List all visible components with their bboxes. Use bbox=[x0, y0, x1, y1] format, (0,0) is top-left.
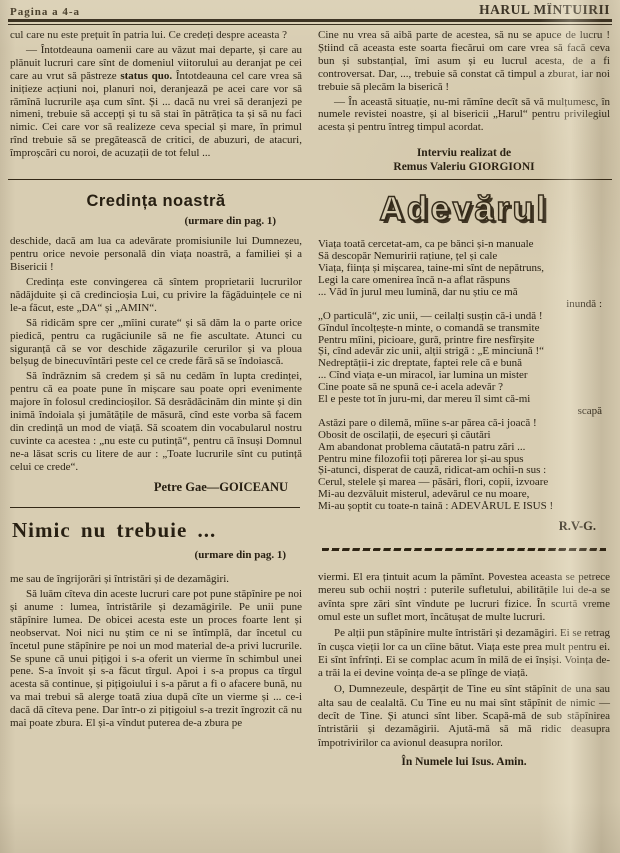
paragraph: viermi. El era țintuit acum la pămînt. Povestea aceasta se petrece mereu sub ochii noștri : puterile sufletului, abilitățile lui de-a se avînta spre zări sînt vîndute pe lucruri fizice. În scurtă vreme omul este un suflet mort, încătușat de multe lucruri. bbox=[318, 571, 610, 623]
bold-phrase: status quo. bbox=[120, 69, 173, 82]
poem-line: ... Văd în jurul meu lumină, dar nu știu ce mă bbox=[318, 286, 518, 298]
paragraph: cul care nu este prețuit în patria lui. Ce credeți despre aceasta ? bbox=[10, 29, 288, 41]
poem-line: Mi-au șoptit cu toate-n taină : ADEVĂRUL E ISUS ! bbox=[318, 501, 554, 513]
continuation-note: (urmare din pag. 1) bbox=[184, 215, 276, 228]
byline-label: Interviu realizat de bbox=[416, 147, 512, 160]
paragraph: Credința este convingerea că sîntem proprietarii lucrurilor nădăjduite și că credincioșia Lui, cu privire la făgăduințele ce ni le-a făcut, este „DA“ și „AMIN“. bbox=[10, 275, 302, 314]
paragraph: Să luăm cîteva din aceste lucruri care pot pune stăpînire pe noi și anume : lumea, întristările și dezamăgirile. Pe unii pune stăpînire lumea. De obicei acesta este un proces foarte lent și neobservat. Noi nici nu știm ce ni se întîmplă, dar încetul cu încetul pune stăpînire pe noi un mod material de-a privi lucrurile. Se spune că unui pițigoi i s-a oferit un vierme în schimbul unei pene. S-a învoit și s-a făcut tîrgul. Apoi i s-a propus ca tîrgul acesta să continue, și pițigoiului i s-a părut a fi o afacere bună, nu va mai trebui să alerge toată ziua după cîte un vierme și ... ce-i dacă dă cîteva pene. Dar într-o zi pițigoiul s-a trezit îngrozit că nu mai poate zbura. El și-a vîndut puterea de-a zbura pe bbox=[10, 587, 302, 730]
nimic-article-right bbox=[318, 571, 610, 768]
credinta-article bbox=[10, 192, 302, 494]
header-rule bbox=[8, 19, 612, 25]
page-number-label: Pagina a 4-a bbox=[10, 6, 81, 18]
poem-line: ... Cînd viața e-un miracol, iar lumina un mister bbox=[318, 370, 528, 382]
poem-line: El e peste tot în juru-mi, dar mereu îl simt că-mi bbox=[318, 394, 531, 406]
paragraph: Să ridicăm spre cer „mîini curate“ și să dăm la o parte orice piedică, pentru ca rugăciunile să ne fie ascultate. Atunci cu siguranță că se vor deschide zăgazurile cerurilor și va ploua belșug de binecuvîntări peste cel ce crede fără să se îndoiască. bbox=[10, 316, 302, 368]
paragraph: deschide, dacă am lua ca adevărate promisiunile lui Dumnezeu, pentru orice nevoie personală din viața noastră, a familiei și a Bisericii ! bbox=[10, 235, 302, 274]
poem-line: Mi-au dezvăluit misterul, adevărul ce nu moare, bbox=[318, 489, 530, 501]
poem-line: Nedreptății-i zic dreptate, faptei rele că e bună bbox=[318, 358, 522, 370]
poem-line: Legi la care omenirea încă n-a aflat răspuns bbox=[318, 274, 511, 286]
poem-title: Adevărul bbox=[379, 190, 549, 229]
interview-right-column bbox=[318, 29, 610, 174]
masthead-title: HARUL MÎNTUIRII bbox=[479, 3, 610, 17]
poem-line: Cerul, stelele și marea — păsări, flori, copii, izvoare bbox=[318, 477, 549, 489]
byline-author: Remus Valeriu GIORGIONI bbox=[393, 161, 535, 174]
paragraph: Pe alții pun stăpînire multe întristări și dezamăgiri. Ei se retrag în cușca vieții lor ca un cîine bătut. Viața este prea mult pentru ei. Ei sînt înfrînți. Ei se complac acum în milă de ei înșiși. Voința de-a trăi la ei devine voința de-a se plînge de viață. bbox=[318, 627, 610, 680]
poem-line: scapă bbox=[577, 405, 602, 417]
paragraph: Să îndrăznim să credem și să nu cedăm în lupta credinței, pentru că ea poate pune în mișcare sau poate opri evenimente majore în folosul credincioșilor. Să desrădăcinăm din minte și din inimă îndoiala și jumătățile de măsură, cînd este vorba să facem din credință un mod de viață. Să scoatem din vocabularul nostru cuvinte ca acestea : „nu este cu putință“, pentru că însuși Domnul ne-a lăsat scris cu litere de aur : „Toate lucrurile sînt cu putință celui ce crede“. bbox=[10, 370, 302, 473]
paragraph bbox=[10, 44, 302, 160]
poem-line: inundă : bbox=[566, 298, 602, 310]
author-signature: Petre Gae—GOICEANU bbox=[153, 479, 288, 494]
paragraph-text: — Întotdeauna oamenii care au văzut mai departe, și care au plănuit lucruri care sînt de domeniul viitorului au deranjat pe cei care au vrut să păstreze bbox=[10, 43, 302, 82]
poem-line: Și, cînd adevăr zic unii, alții strigă : „E minciună !“ bbox=[318, 346, 545, 358]
poem-line: „O particulă“, zic unii, — ceilalți susțin că-i undă ! bbox=[318, 310, 543, 322]
paragraph: Cine nu vrea să aibă parte de acestea, să nu se apuce de lucru ! Știind că aceasta este soarta fiecărui om care vrea să facă ceva bun și substanțial, îmi asum și eu lucrul acesta, de a fi controversat. Dar, ..., trebuie să constat că timpul a zburat, iar noi trebuie să plecăm la biserică ! bbox=[318, 29, 610, 93]
wavy-divider bbox=[322, 548, 606, 551]
poem-line: Și-atunci, disperat de cauză, ridicat-am ochii-n sus : bbox=[318, 465, 547, 477]
paragraph: me sau de îngrijorări și întristări și de dezamăgiri. bbox=[10, 573, 230, 586]
poem-line: Astăzi pare o dilemă, mîine s-ar părea că-i joacă ! bbox=[318, 417, 537, 429]
poem-line: Obosit de oscilații, de eșecuri și căutări bbox=[318, 429, 491, 441]
adevarul-poem bbox=[318, 190, 610, 551]
page-header bbox=[10, 3, 610, 18]
article-divider-rule bbox=[10, 507, 300, 508]
paragraph: O, Dumnezeule, despărțit de Tine eu sînt stăpînit de una sau alta sau de cealaltă. Cu Tine eu nu mai sînt stăpînit de nimic — decît de Tine. Și atunci sînt liber. Scapă-mă de sub stăpînirea întristării și dezamăgirii. Ajută-mă să mă ridic deasupra împotrivirilor ca avionul deasupra norilor. bbox=[318, 683, 610, 749]
article-title-credinta: Credința noastră bbox=[86, 192, 226, 211]
poem-line: Viața toată cercetat-am, ca pe bănci și-n manuale bbox=[318, 239, 534, 251]
interview-section bbox=[10, 29, 610, 174]
poem-line: Să descopăr Nemuririi rațiune, țel și cale bbox=[318, 251, 498, 263]
poem-line: Pentru mine filozofii toți părerea lor și-au spus bbox=[318, 453, 524, 465]
poem-body bbox=[318, 239, 610, 513]
interview-left-column bbox=[10, 29, 302, 174]
left-column bbox=[10, 182, 302, 779]
paragraph: — În această situație, nu-mi rămîne decît să vă mulțumesc, în numele revistei noastre, și al bisericii „Harul“ pentru privilegiul acesta și pentru întreg timpul acordat. bbox=[318, 95, 610, 134]
poem-line: Gîndul încolțește-n minte, o comandă se transmite bbox=[318, 322, 540, 334]
article-title-nimic: Nimic nu trebuie ... bbox=[12, 518, 217, 543]
main-content bbox=[10, 182, 610, 779]
paragraph-text: Întotdeauna cel care vrea să inițieze acțiuni noi, planuri noi, deranjează pe acei care vor să rămînă lucrurile așa cum sînt. Și ... dacă nu vrei să deranjezi pe nimeni, trebuie să accepți și tu să stai în pătrățica ta și să nu faci nimic. Cei care vor să realizeze ceva special și mare, în primul rînd trebuie să se pregătească de critici, de abuzuri, de atacuri, împroșcări cu noroi, de acuzații de tot felul ... bbox=[10, 69, 302, 160]
poem-line: Viața, ființa și mișcarea, taine-mi sînt de nepătruns, bbox=[318, 263, 544, 275]
poem-line: Am abandonat problema căutată-n patru zări ... bbox=[318, 441, 526, 453]
interview-byline bbox=[318, 146, 610, 174]
continuation-note: (urmare din pag. 1) bbox=[194, 549, 286, 562]
section-divider-rule bbox=[8, 179, 612, 180]
closing-amen-line: În Numele lui Isus. Amin. bbox=[401, 755, 527, 768]
poem-author-initials: R.V-G. bbox=[558, 519, 596, 534]
right-column bbox=[318, 182, 610, 779]
nimic-article-left bbox=[10, 518, 302, 730]
poem-line: Cine poate să ne spună ce-i acela adevăr ? bbox=[318, 382, 504, 394]
poem-line: Pentru mîini, picioare, gură, printre fire nesfîrșite bbox=[318, 334, 535, 346]
